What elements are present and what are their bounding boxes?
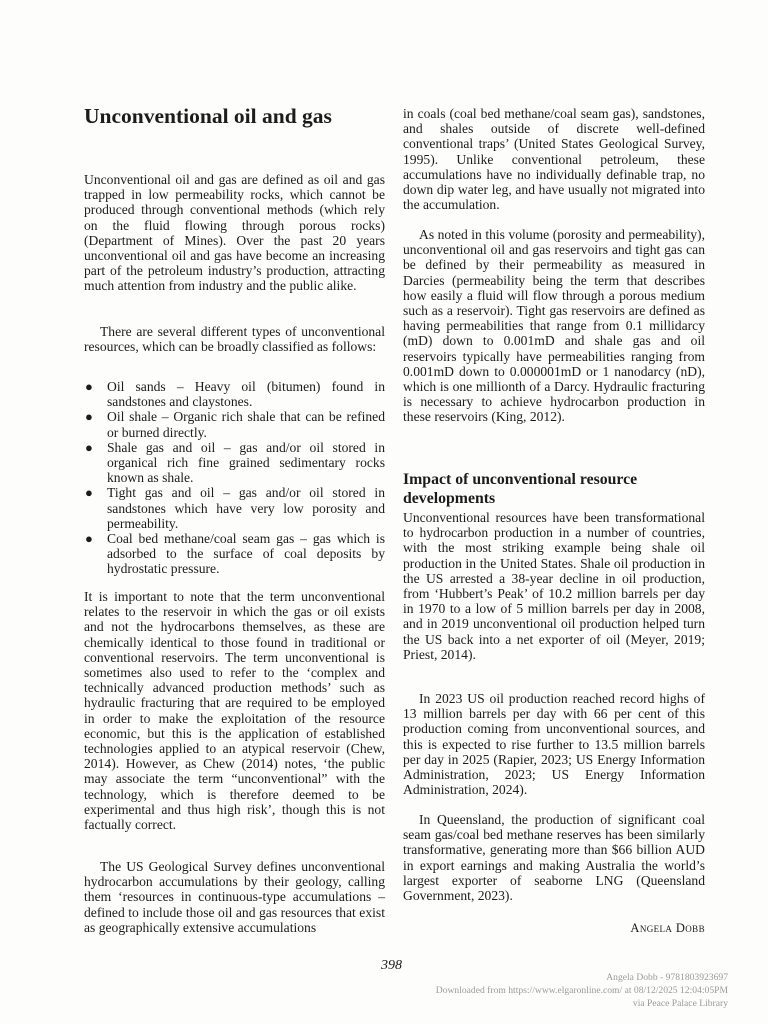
footer-line: Angela Dobb - 9781803923697 xyxy=(606,972,728,983)
paragraph-usgs-definition: The US Geological Survey defines unconventional hydrocarbon accumulations by their geology, calling them ‘resources in continuous-type accumulations – defined to include those oil and gas resources that exist as geographically extensive accumulations xyxy=(84,859,385,935)
paragraph-usgs-continued: in coals (coal bed methane/coal seam gas), sandstones, and shales outside of discrete well-defined conventional traps’ (United States Geological Survey, 1995). Unlike conventional petroleum, these accumulations have no individually definable trap, no down dip water leg, and have usually not migrated into the accumulation. xyxy=(403,106,705,213)
paragraph-permeability: As noted in this volume (porosity and permeability), unconventional oil and gas reservoirs and tight gas can be defined by their permeability as measured in Darcies (permeability being the term that describes how easily a fluid will flow through a porous medium such as a reservoir). Tight gas reservoirs are defined as having permeabilities that range from 0.1 millidarcy (mD) down to 0.001mD and shale gas and oil reservoirs typically have permeabilities ranging from 0.001mD down to 0.000001mD or 1 nanodarcy (nD), which is one millionth of a Darcy. Hydraulic fracturing is necessary to achieve hydrocarbon production in these reservoirs (King, 2012). xyxy=(403,227,705,425)
paragraph-queensland: In Queensland, the production of significant coal seam gas/coal bed methane reserves has been similarly transformative, generating more than $66 billion AUD in export earnings and making Australia the world’s largest exporter of seaborne LNG (Queensland Government, 2023). xyxy=(403,812,705,904)
list-item: ● Coal bed methane/coal seam gas – gas which is adsorbed to the surface of coal deposits by hydrostatic pressure. xyxy=(85,531,385,577)
bullet-icon: ● xyxy=(85,379,93,394)
footer-line: via Peace Palace Library xyxy=(632,998,728,1009)
footer-line: Downloaded from https://www.elgaronline.com/ at 08/12/2025 12:04:05PM xyxy=(435,985,728,996)
page-number: 398 xyxy=(381,958,402,973)
list-item: ● Tight gas and oil – gas and/or oil stored in sandstones which have very low porosity and permeability. xyxy=(85,485,385,531)
bullet-icon: ● xyxy=(85,439,93,455)
section-heading: Impact of unconventional resource developments xyxy=(403,471,638,507)
paragraph-us-production: In 2023 US oil production reached record highs of 13 million barrels per day with 66 per cent of this production coming from unconventional sources, and this is expected to rise further to 13.5 million barrels per day in 2025 (Rapier, 2023; US Energy Information Administration, 2023; US Energy Information Administration, 2024). xyxy=(403,691,705,798)
author-name: Angela Dobb xyxy=(630,921,705,935)
list-item: ● Oil sands – Heavy oil (bitumen) found in sandstones and claystones. xyxy=(85,379,385,410)
list-item: ● Oil shale – Organic rich shale that can be refined or burned directly. xyxy=(85,409,385,440)
bullet-icon: ● xyxy=(85,531,93,547)
bullet-icon: ● xyxy=(85,485,93,501)
entry-title: Unconventional oil and gas xyxy=(84,104,332,128)
paragraph-term-meaning: It is important to note that the term unconventional relates to the reservoir in which the gas or oil exists and not the hydrocarbons themselves, as these are chemically identical to those found in traditional or conventional reservoirs. The term unconventional is sometimes also used to refer to the ‘complex and technically advanced production methods’ such as hydraulic fracturing that are required to be employed in order to make the exploitation of the resource economic, but this is the application of established technologies applied to an atypical reservoir (Chew, 2014). However, as Chew (2014) notes, ‘the public may associate the term “unconventional” with the technology, which is therefore deemed to be experimental and thus high risk’, though this is not factually correct. xyxy=(84,589,385,833)
list-item: ● Shale gas and oil – gas and/or oil stored in organical rich fine grained sedimentary rocks known as shale. xyxy=(85,439,385,486)
download-footer xyxy=(436,971,728,1010)
paragraph-definition: Unconventional oil and gas are defined as oil and gas trapped in low permeability rocks, which cannot be produced through conventional methods (which rely on the fluid flowing through porous rocks) (Department of Mines). Over the past 20 years unconventional oil and gas have become an increasing part of the petroleum industry’s production, attracting much attention from industry and the public alike. xyxy=(84,172,385,294)
resource-type-list xyxy=(84,379,385,577)
bullet-icon: ● xyxy=(85,409,93,425)
paragraph-transformation: Unconventional resources have been transformational to hydrocarbon production in a number of countries, with the most striking example being shale oil production in the United States. Shale oil production in the US arrested a 38-year decline in oil production, from ‘Hubbert’s Peak’ of 10.2 million barrels per day in 1970 to a low of 5 million barrels per day in 2008, and in 2019 unconventional oil production helped turn the US back into a net exporter of oil (Meyer, 2019; Priest, 2014). xyxy=(403,510,705,662)
paragraph-types-intro: There are several different types of unconventional resources, which can be broadly classified as follows: xyxy=(84,324,385,355)
